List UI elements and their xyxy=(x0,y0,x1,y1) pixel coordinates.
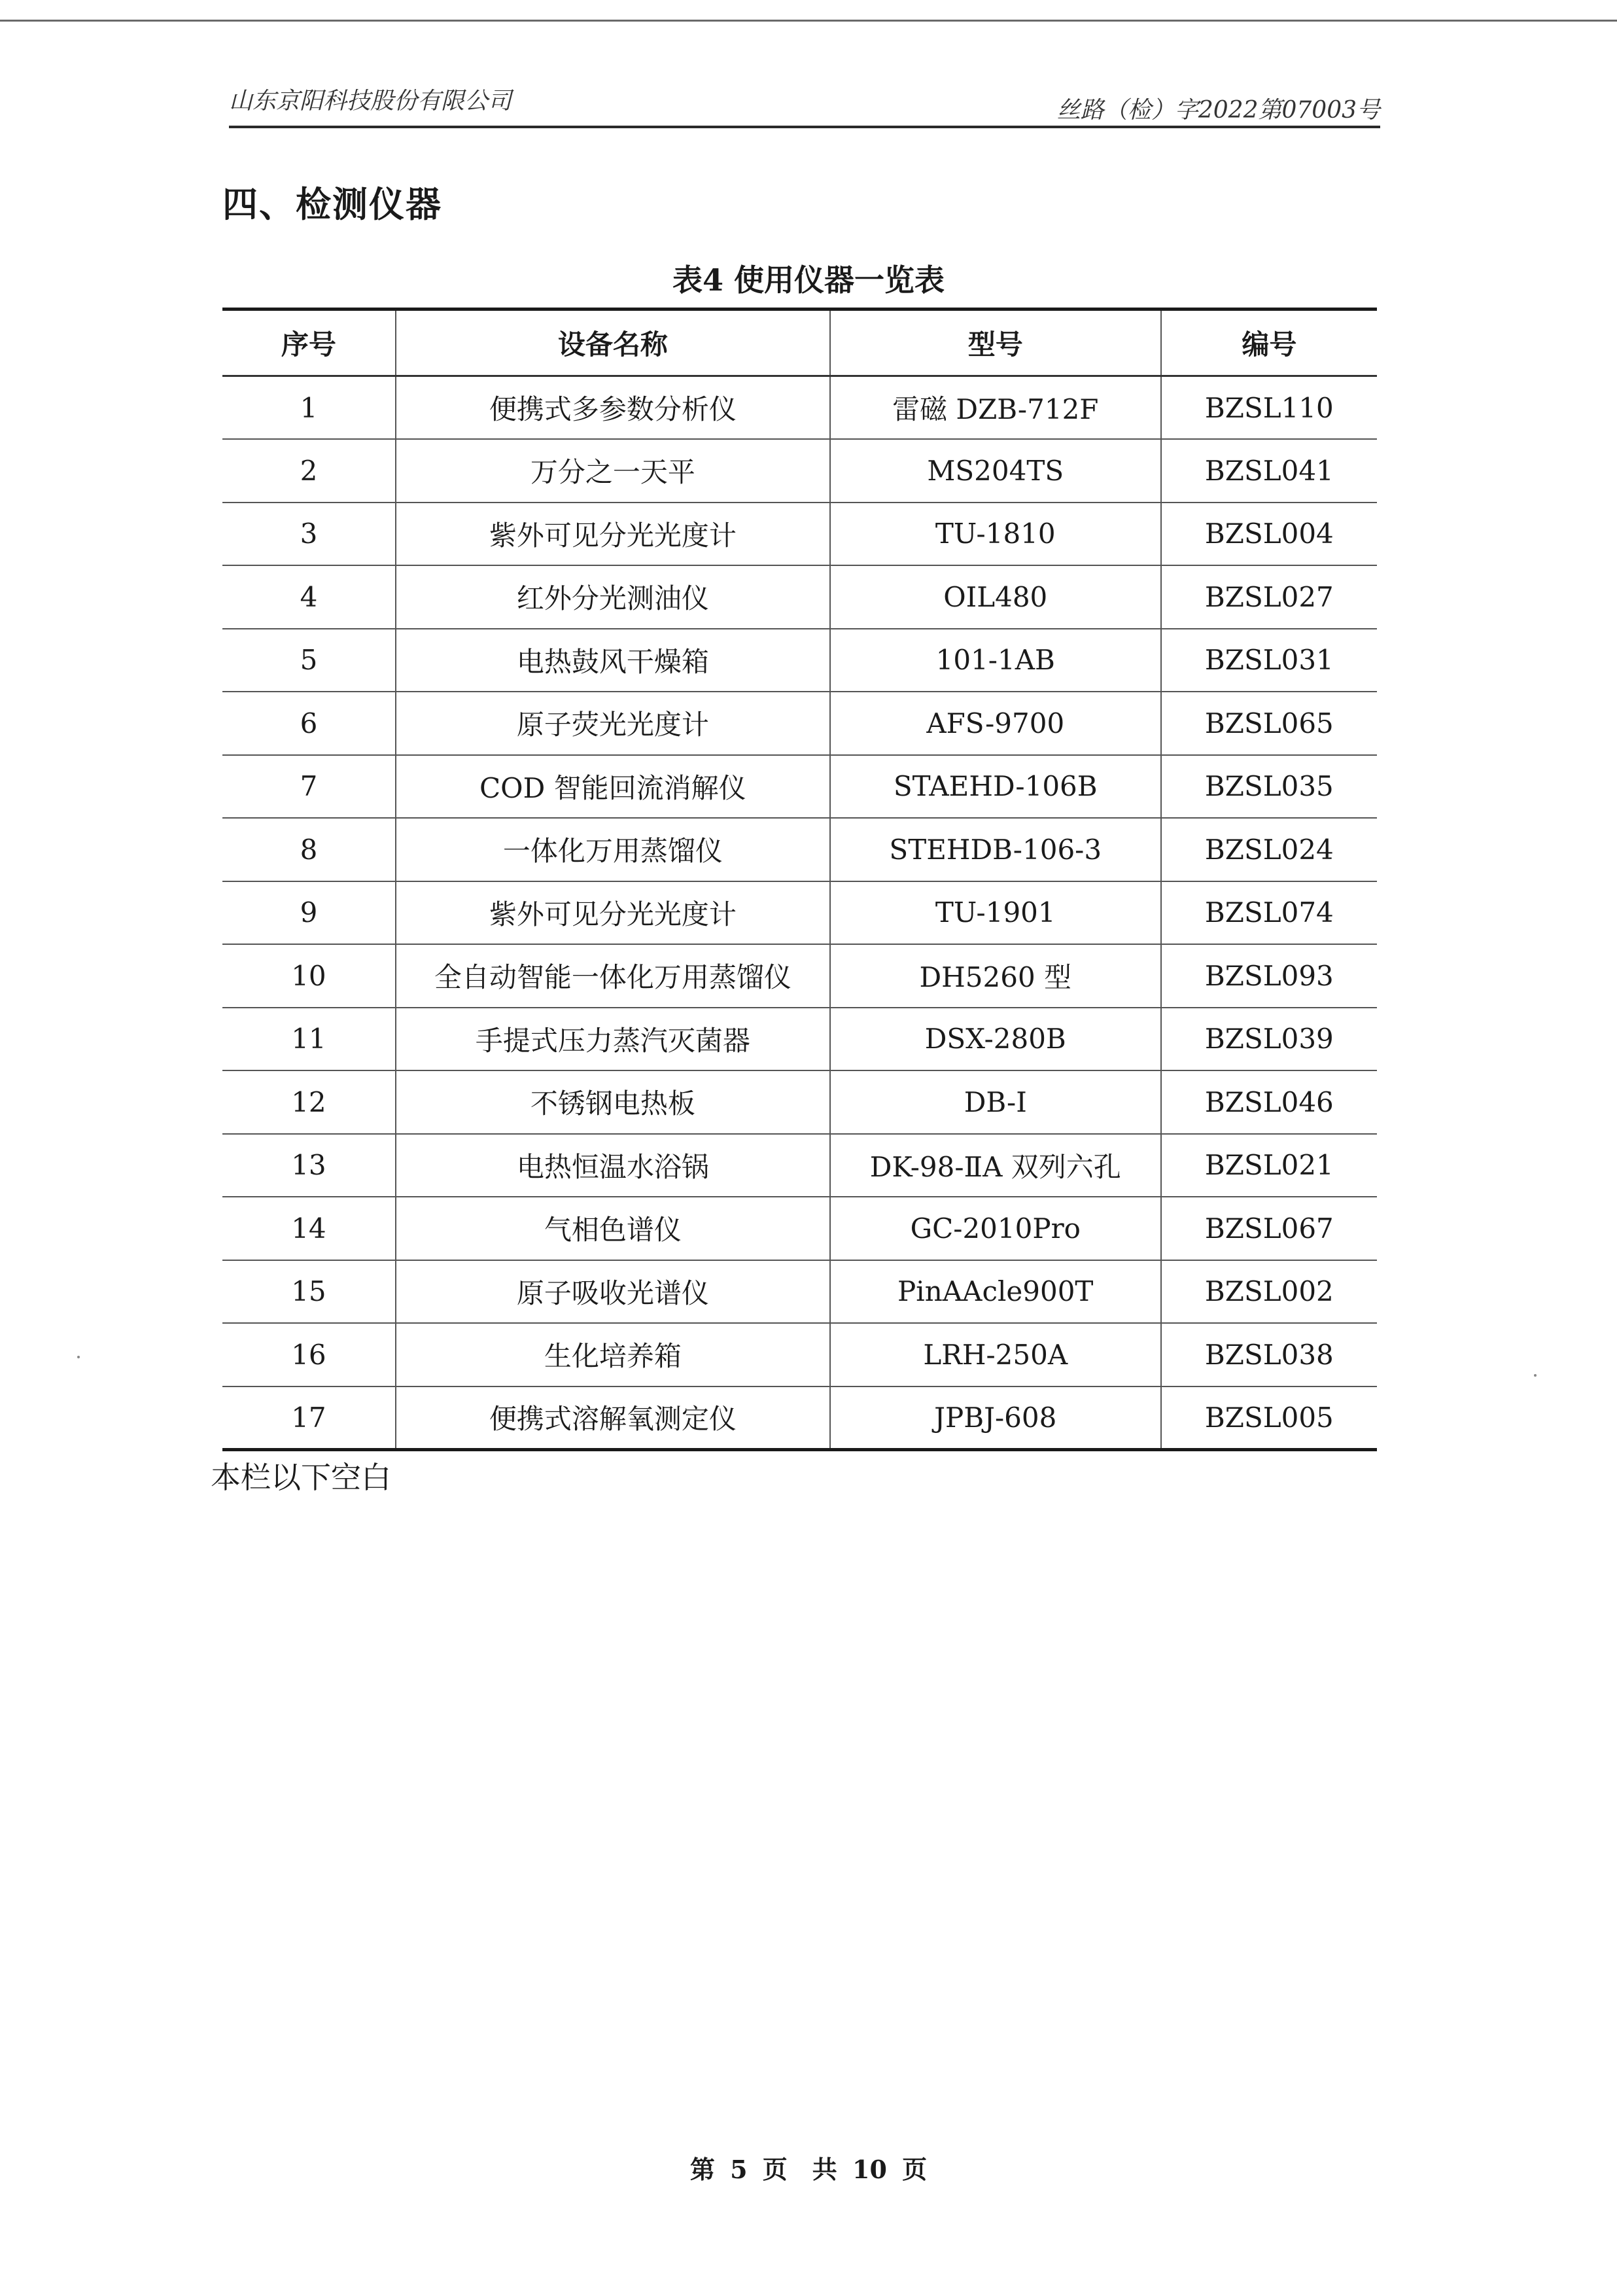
cell-model: PinAAcle900T xyxy=(830,1260,1161,1324)
table-row xyxy=(222,1323,1377,1386)
cell-serial-number: 16 xyxy=(222,1323,396,1386)
page-header xyxy=(229,73,1380,128)
cell-code: BZSL035 xyxy=(1161,755,1377,819)
cell-code: BZSL027 xyxy=(1161,565,1377,629)
cell-serial-number: 4 xyxy=(222,565,396,629)
cell-equipment-name: 原子荧光光度计 xyxy=(396,692,830,755)
cell-code: BZSL038 xyxy=(1161,1323,1377,1386)
cell-model: TU-1901 xyxy=(830,881,1161,945)
cell-code: BZSL002 xyxy=(1161,1260,1377,1324)
cell-model: DB-I xyxy=(830,1070,1161,1134)
cell-serial-number: 10 xyxy=(222,944,396,1008)
cell-code: BZSL021 xyxy=(1161,1134,1377,1197)
cell-model: AFS-9700 xyxy=(830,692,1161,755)
cell-model: GC-2010Pro xyxy=(830,1197,1161,1260)
cell-equipment-name: 紫外可见分光光度计 xyxy=(396,881,830,945)
page-number: 第 5 页 共 10 页 xyxy=(689,2155,928,2184)
cell-serial-number: 15 xyxy=(222,1260,396,1324)
cell-serial-number: 13 xyxy=(222,1134,396,1197)
cell-serial-number: 17 xyxy=(222,1386,396,1450)
table-caption: 表4 使用仪器一览表 xyxy=(672,262,945,298)
table-row xyxy=(222,503,1377,566)
table-row xyxy=(222,1008,1377,1071)
table-row xyxy=(222,1134,1377,1197)
cell-serial-number: 1 xyxy=(222,376,396,440)
table-body xyxy=(222,376,1377,1450)
cell-code: BZSL024 xyxy=(1161,818,1377,881)
cell-equipment-name: 便携式多参数分析仪 xyxy=(396,376,830,440)
cell-code: BZSL046 xyxy=(1161,1070,1377,1134)
cell-equipment-name: 一体化万用蒸馏仪 xyxy=(396,818,830,881)
scan-speck xyxy=(77,1356,80,1358)
cell-serial-number: 8 xyxy=(222,818,396,881)
scan-top-edge xyxy=(0,20,1617,22)
cell-model: DK-98-ⅡA 双列六孔 xyxy=(830,1134,1161,1197)
cell-code: BZSL031 xyxy=(1161,629,1377,692)
cell-code: BZSL093 xyxy=(1161,944,1377,1008)
table-header-row xyxy=(222,309,1377,376)
cell-equipment-name: 生化培养箱 xyxy=(396,1323,830,1386)
scan-speck xyxy=(1534,1374,1537,1377)
header-model: 型号 xyxy=(830,309,1161,376)
cell-code: BZSL110 xyxy=(1161,376,1377,440)
table-row xyxy=(222,881,1377,945)
cell-equipment-name: 气相色谱仪 xyxy=(396,1197,830,1260)
cell-code: BZSL067 xyxy=(1161,1197,1377,1260)
cell-code: BZSL005 xyxy=(1161,1386,1377,1450)
header-equipment-name: 设备名称 xyxy=(396,309,830,376)
header-code: 编号 xyxy=(1161,309,1377,376)
cell-equipment-name: 电热鼓风干燥箱 xyxy=(396,629,830,692)
cell-serial-number: 5 xyxy=(222,629,396,692)
table-row xyxy=(222,1260,1377,1324)
cell-serial-number: 14 xyxy=(222,1197,396,1260)
cell-model: LRH-250A xyxy=(830,1323,1161,1386)
cell-code: BZSL004 xyxy=(1161,503,1377,566)
cell-equipment-name: 万分之一天平 xyxy=(396,439,830,503)
cell-code: BZSL041 xyxy=(1161,439,1377,503)
cell-equipment-name: 便携式溶解氧测定仪 xyxy=(396,1386,830,1450)
instrument-table xyxy=(222,308,1377,1451)
cell-equipment-name: 红外分光测油仪 xyxy=(396,565,830,629)
cell-equipment-name: 原子吸收光谱仪 xyxy=(396,1260,830,1324)
cell-code: BZSL039 xyxy=(1161,1008,1377,1071)
cell-equipment-name: 紫外可见分光光度计 xyxy=(396,503,830,566)
cell-equipment-name: 手提式压力蒸汽灭菌器 xyxy=(396,1008,830,1071)
table-row xyxy=(222,818,1377,881)
section-title: 四、检测仪器 xyxy=(222,183,442,225)
cell-code: BZSL065 xyxy=(1161,692,1377,755)
table-row xyxy=(222,1197,1377,1260)
cell-equipment-name: COD 智能回流消解仪 xyxy=(396,755,830,819)
company-name: 山东京阳科技股份有限公司 xyxy=(229,88,512,115)
cell-model: DSX-280B xyxy=(830,1008,1161,1071)
header-serial-number: 序号 xyxy=(222,309,396,376)
cell-code: BZSL074 xyxy=(1161,881,1377,945)
table-row xyxy=(222,439,1377,503)
cell-serial-number: 12 xyxy=(222,1070,396,1134)
table-row xyxy=(222,629,1377,692)
table-row xyxy=(222,376,1377,440)
cell-model: OIL480 xyxy=(830,565,1161,629)
blank-below-note: 本栏以下空白 xyxy=(211,1460,391,1495)
cell-model: TU-1810 xyxy=(830,503,1161,566)
cell-model: JPBJ-608 xyxy=(830,1386,1161,1450)
cell-serial-number: 7 xyxy=(222,755,396,819)
cell-serial-number: 2 xyxy=(222,439,396,503)
cell-equipment-name: 全自动智能一体化万用蒸馏仪 xyxy=(396,944,830,1008)
cell-equipment-name: 不锈钢电热板 xyxy=(396,1070,830,1134)
cell-serial-number: 6 xyxy=(222,692,396,755)
cell-model: STAEHD-106B xyxy=(830,755,1161,819)
table-row xyxy=(222,1386,1377,1450)
table-row xyxy=(222,755,1377,819)
cell-serial-number: 9 xyxy=(222,881,396,945)
cell-serial-number: 11 xyxy=(222,1008,396,1071)
table-row xyxy=(222,1070,1377,1134)
cell-serial-number: 3 xyxy=(222,503,396,566)
cell-model: 101-1AB xyxy=(830,629,1161,692)
table-row xyxy=(222,565,1377,629)
cell-model: DH5260 型 xyxy=(830,944,1161,1008)
cell-equipment-name: 电热恒温水浴锅 xyxy=(396,1134,830,1197)
report-number: 丝路（检）字2022第07003号 xyxy=(1056,97,1380,124)
table-row xyxy=(222,944,1377,1008)
cell-model: STEHDB-106-3 xyxy=(830,818,1161,881)
table-row xyxy=(222,692,1377,755)
cell-model: MS204TS xyxy=(830,439,1161,503)
cell-model: 雷磁 DZB-712F xyxy=(830,376,1161,440)
